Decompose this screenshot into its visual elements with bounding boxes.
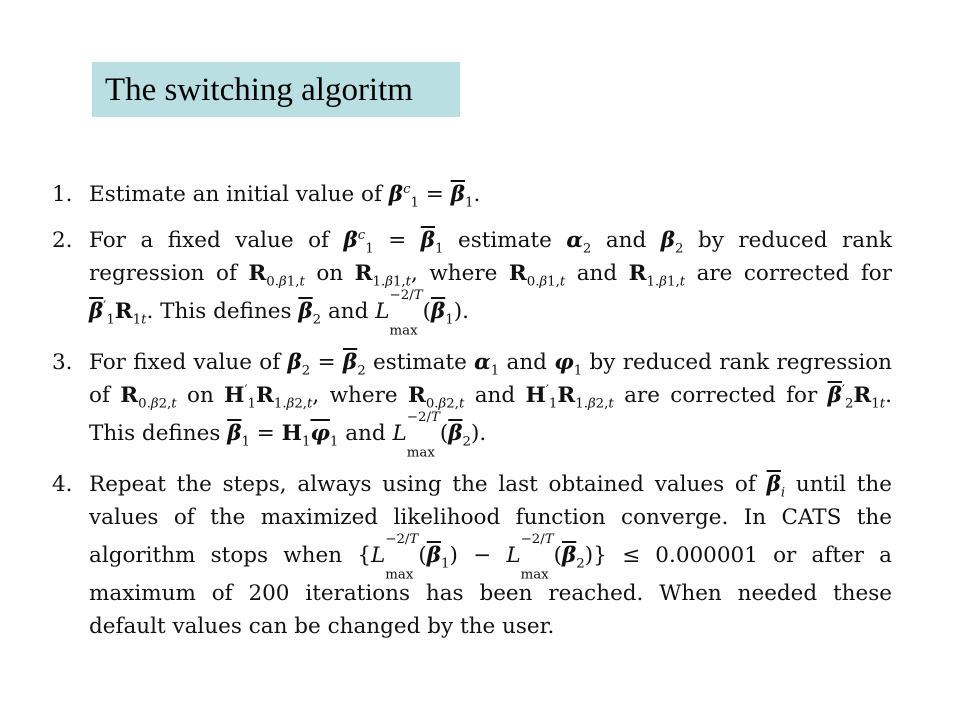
step-text: For a fixed value of $\beta^c_1 = \overline{\beta}_1$ estimate $\alpha_2$ and $\beta_2$ by reduced rank regression of $R_{0.\beta 1,t}$ on $R_{1.\beta 1,t}$, where $R_{0.\beta 1,t}$ and $R_{1.\beta 1,t}$ are corrected for $\overline{\beta}'_1R_{1t}$. This defines $\overline{\beta}_2$ and $L^{-2/T}$ $_{max}(\overline{\beta}_1)$.: [89, 227, 893, 338]
step-number: 3.: [52, 350, 73, 375]
step-4: [52, 468, 892, 643]
step-2: [52, 224, 893, 338]
step-number: 2.: [52, 228, 73, 253]
step-number: 4.: [52, 472, 73, 497]
step-number: 1.: [52, 182, 73, 207]
step-1: [52, 178, 892, 211]
step-text: For fixed value of $\beta_2 = \overline{\beta}_2$ estimate $\alpha_1$ and $\varphi_1$ by reduced rank regression of $R_{0.\beta 2,t}$ on $H'_1R_{1.\beta 2,t}$, where $R_{0.\beta 2,t}$ and $H'_1R_{1.\beta 2,t}$ are corrected for $\overline{\beta}'_2R_{1t}$. This defines $\overline{\beta}_1 = H_1\overline{\varphi}_1$ and $L^{-2/T}$ $_{max}(\overline{\beta}_2)$.: [89, 350, 892, 460]
step-text: Estimate an initial value of $\beta^c_1 = \overline{\beta}_1$.: [89, 181, 481, 211]
algorithm-steps: [52, 178, 892, 643]
step-text: Repeat the steps, always using the last obtained values of $\overline{\beta}_i$ until the values of the maximized likelihood function converge. In CATS the algorithm stops when {$L^{-2/T}$ $_{max}(\overline{\beta}_1) - L^{-2/T}$ $_{max}(\overline{\beta}_2)\} \le 0.000001$ or after a maximum of 200 iterations has been reached. When needed these default values can be changed by the user.: [89, 472, 893, 639]
slide-title: The switching algoritm: [92, 62, 460, 117]
step-3: [52, 346, 892, 460]
